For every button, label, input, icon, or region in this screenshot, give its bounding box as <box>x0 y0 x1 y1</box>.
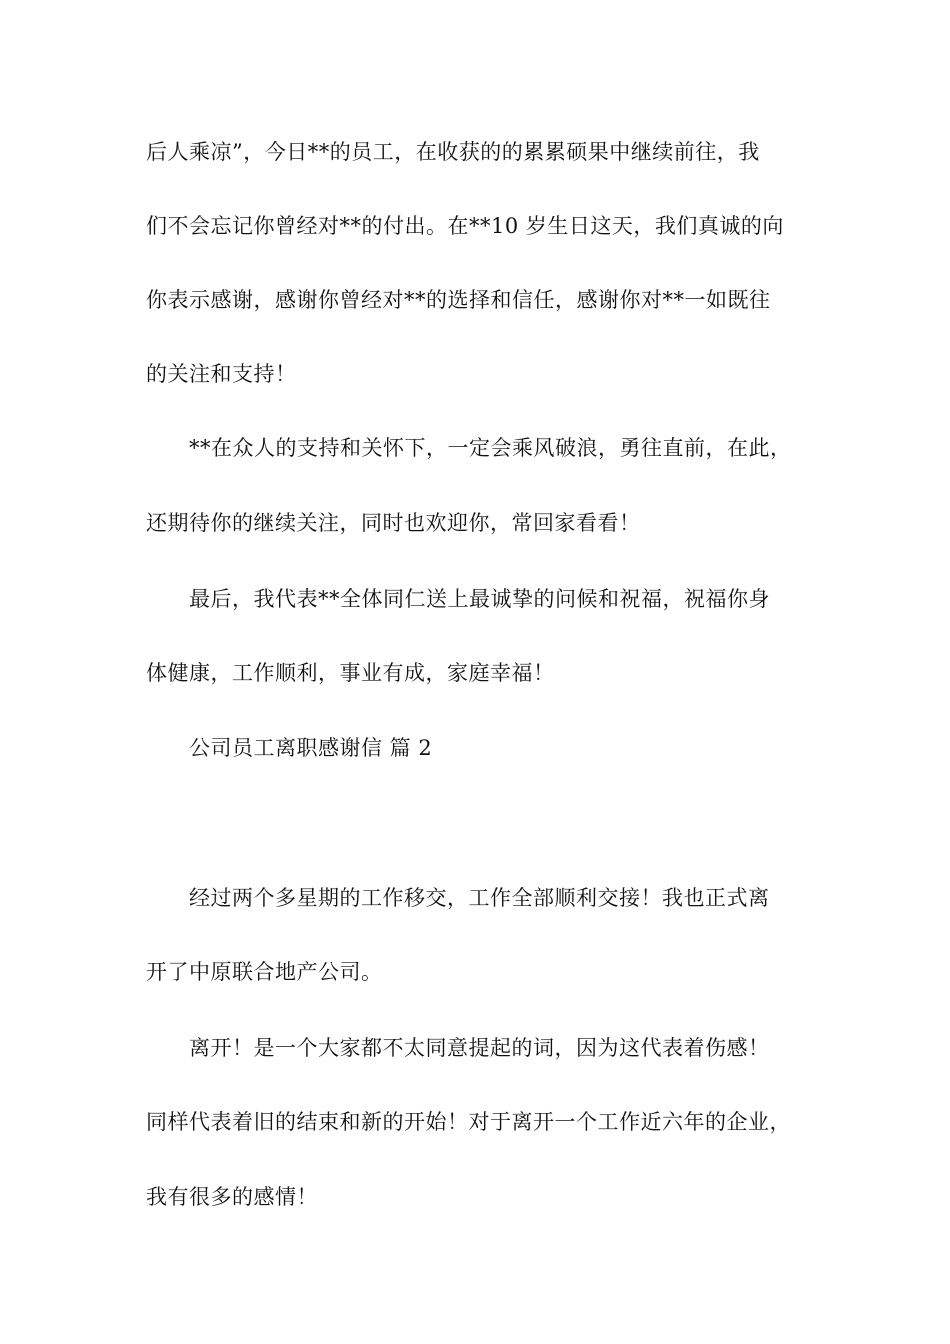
paragraph-line: 开了中原联合地产公司。 <box>146 960 383 984</box>
paragraph-line: 的关注和支持！ <box>146 362 297 386</box>
paragraph-line: 你表示感谢，感谢你曾经对**的选择和信任，感谢你对**一如既往 <box>146 288 771 312</box>
paragraph-line: 经过两个多星期的工作移交，工作全部顺利交接！我也正式离 <box>189 886 770 910</box>
paragraph-line: 们不会忘记你曾经对**的付出。在**10 岁生日这天，我们真诚的向 <box>146 214 784 238</box>
paragraph-line: 后人乘凉”，今日**的员工，在收获的的累累硕果中继续前往，我 <box>146 140 760 164</box>
section-heading: 公司员工离职感谢信 篇 2 <box>189 736 433 760</box>
paragraph-line: 最后，我代表**全体同仁送上最诚挚的问候和祝福，祝福你身 <box>189 587 770 611</box>
paragraph-line: 离开！是一个大家都不太同意提起的词，因为这代表着伤感！ <box>189 1036 770 1060</box>
paragraph-line: 还期待你的继续关注，同时也欢迎你，常回家看看！ <box>146 511 641 535</box>
paragraph-line: 同样代表着旧的结束和新的开始！对于离开一个工作近六年的企业， <box>146 1110 791 1134</box>
paragraph-line: 体健康，工作顺利，事业有成，家庭幸福！ <box>146 661 555 685</box>
paragraph-line: 我有很多的感情！ <box>146 1185 318 1209</box>
paragraph-line: **在众人的支持和关怀下，一定会乘风破浪，勇往直前，在此， <box>189 436 792 460</box>
